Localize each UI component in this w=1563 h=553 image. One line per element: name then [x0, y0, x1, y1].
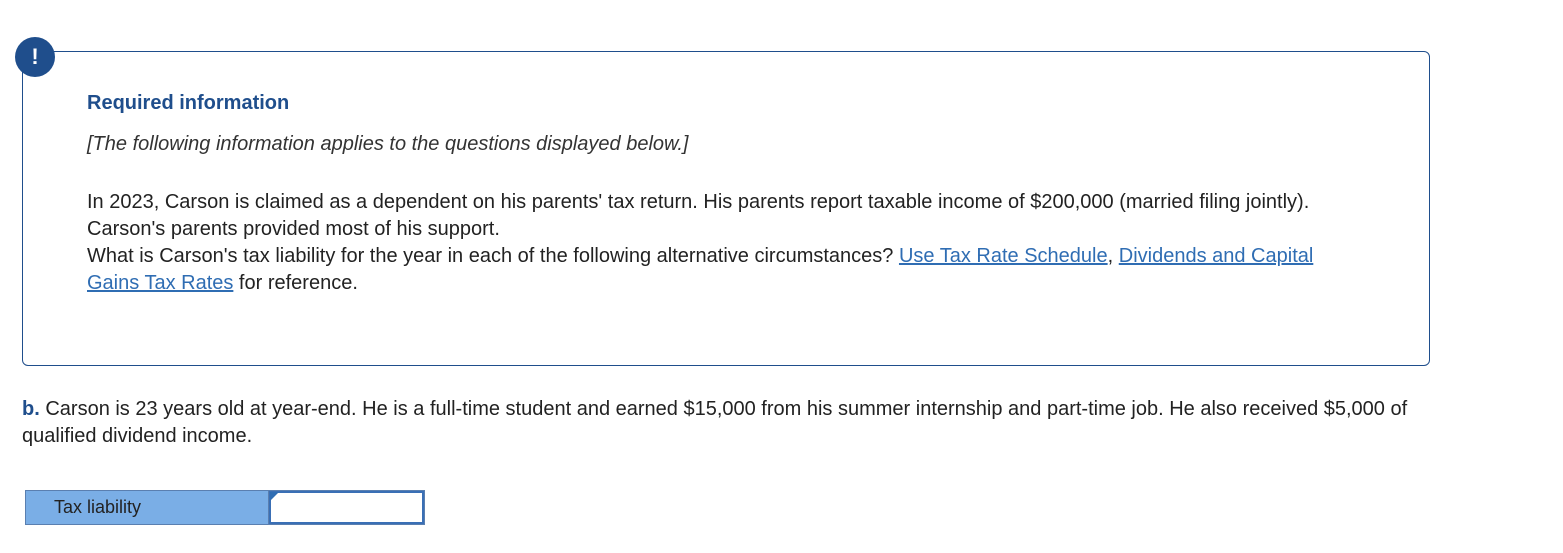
panel-subtitle: [The following information applies to the questions displayed below.] — [87, 133, 689, 155]
panel-title: Required information — [87, 92, 290, 114]
exclamation-icon: ! — [15, 37, 55, 77]
body-question-text: What is Carson's tax liability for the year in each of the following alternative circumstances? — [87, 245, 899, 267]
required-information-panel — [22, 51, 1430, 366]
tax-rate-schedule-link[interactable]: Use Tax Rate Schedule — [898, 245, 1108, 267]
dividends-capital-gains-link[interactable]: Dividends and Capital Gains Tax Rates — [87, 245, 1314, 294]
tax-liability-label: Tax liability — [26, 491, 269, 524]
question-b — [22, 396, 1422, 450]
body-reference-text: for reference. — [233, 272, 358, 294]
question-part-label: b. — [22, 398, 40, 420]
cell-marker-icon — [270, 492, 279, 501]
tax-liability-cell — [269, 491, 424, 524]
tax-liability-input[interactable] — [271, 493, 422, 522]
body-intro-text: In 2023, Carson is claimed as a dependent on his parents' tax return. His parents report taxable income of $200,000 (married filing jointly). Carson's parents provided most of his support. — [87, 191, 1310, 240]
link-separator: , — [1107, 245, 1114, 267]
panel-body — [87, 189, 1327, 297]
question-text: Carson is 23 years old at year-end. He is a full-time student and earned $15,000 from his summer internship and part-time job. He also received $5,000 of qualified dividend income. — [22, 398, 1408, 447]
answer-table — [25, 490, 425, 525]
